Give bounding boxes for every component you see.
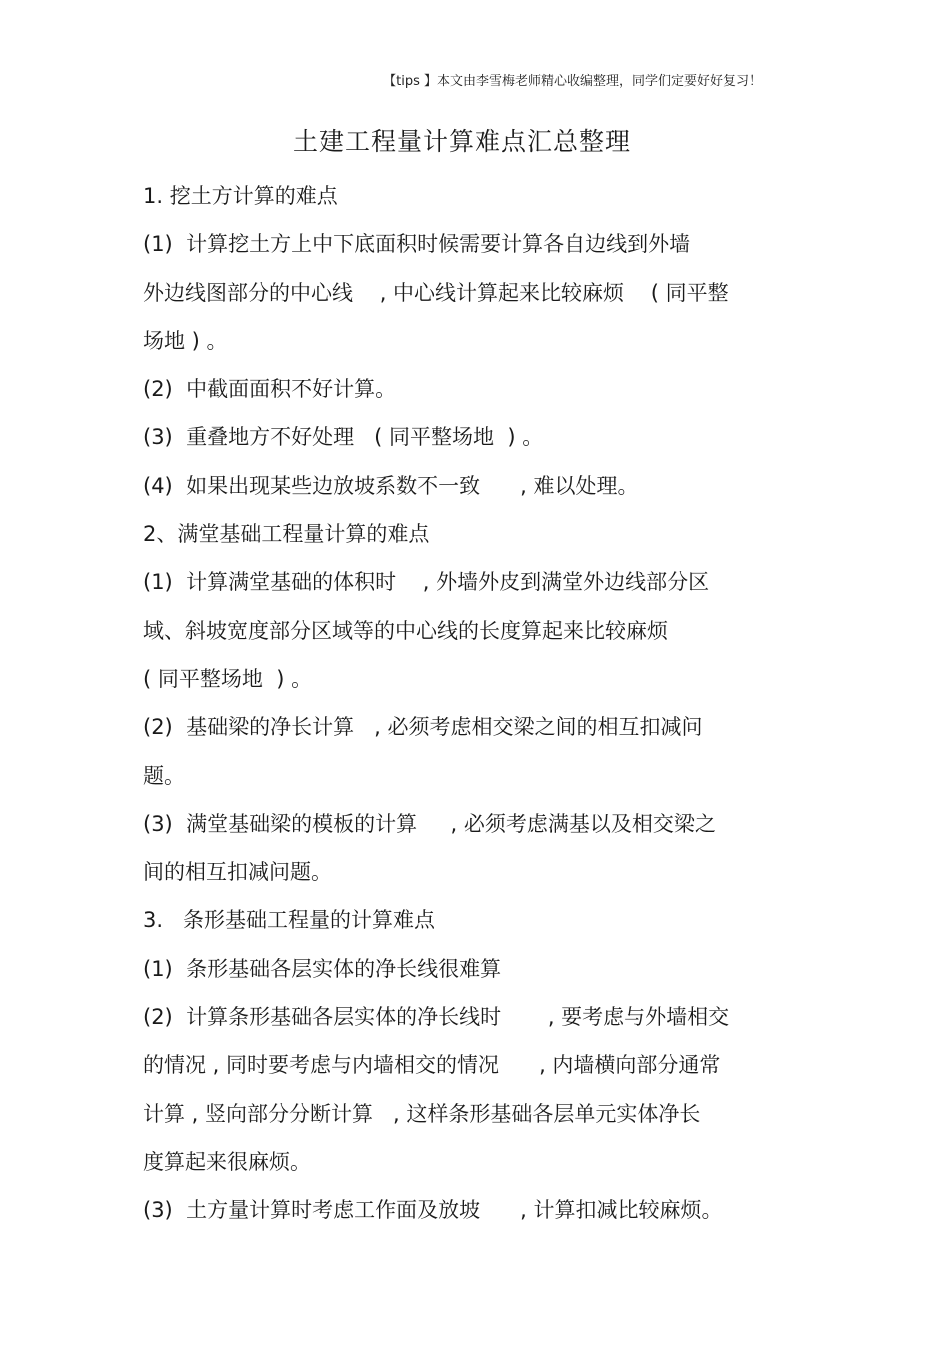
text-line: (1) 计算满堂基础的体积时 , 外墙外皮到满堂外边线部分区 [143, 570, 710, 595]
text-line: (1) 条形基础各层实体的净长线很难算 [143, 956, 502, 981]
text-line: 2、满堂基础工程量计算的难点 [143, 522, 430, 547]
text-line: 1. 挖土方计算的难点 [143, 184, 338, 208]
text-line: (2) 中截面面积不好计算。 [143, 377, 397, 402]
text-line: 间的相互扣减问题。 [143, 860, 332, 885]
text-line: (4) 如果出现某些边放坡系数不一致 , 难以处理。 [143, 473, 639, 498]
text-line: 3. 条形基础工程量的计算难点 [143, 908, 436, 933]
text-line: (2) 基础梁的净长计算 , 必须考虑相交梁之间的相互扣减问 [143, 715, 703, 740]
header-tips: 【tips 】本文由李雪梅老师精心收编整理，同学们定要好好复习！ [383, 74, 762, 89]
page-title: 土建工程量计算难点汇总整理 [292, 127, 631, 156]
document-body [143, 178, 793, 1241]
text-line: ( 同平整场地 ) 。 [143, 666, 313, 691]
text-line: 题。 [143, 763, 185, 788]
text-line: 外边线图部分的中心线 , 中心线计算起来比较麻烦 ( 同平整 [143, 280, 729, 305]
text-line: 场地 ) 。 [143, 328, 228, 353]
text-line: 域、斜坡宽度部分区域等的中心线的长度算起来比较麻烦 [143, 618, 668, 643]
text-line: (3) 满堂基础梁的模板的计算 , 必须考虑满基以及相交梁之 [143, 811, 716, 836]
text-line: (3) 土方量计算时考虑工作面及放坡 , 计算扣减比较麻烦。 [143, 1198, 723, 1223]
text-line: 的情况 , 同时要考虑与内墙相交的情况 , 内墙横向部分通常 [143, 1053, 721, 1078]
text-line: (2) 计算条形基础各层实体的净长线时 , 要考虑与外墙相交 [143, 1005, 730, 1030]
text-line: 计算 , 竖向部分分断计算 , 这样条形基础各层单元实体净长 [143, 1101, 701, 1126]
text-line: 度算起来很麻烦。 [143, 1149, 311, 1174]
text-line: (3) 重叠地方不好处理 ( 同平整场地 ) 。 [143, 425, 544, 450]
text-line: (1) 计算挖土方上中下底面积时候需要计算各自边线到外墙 [143, 232, 691, 257]
